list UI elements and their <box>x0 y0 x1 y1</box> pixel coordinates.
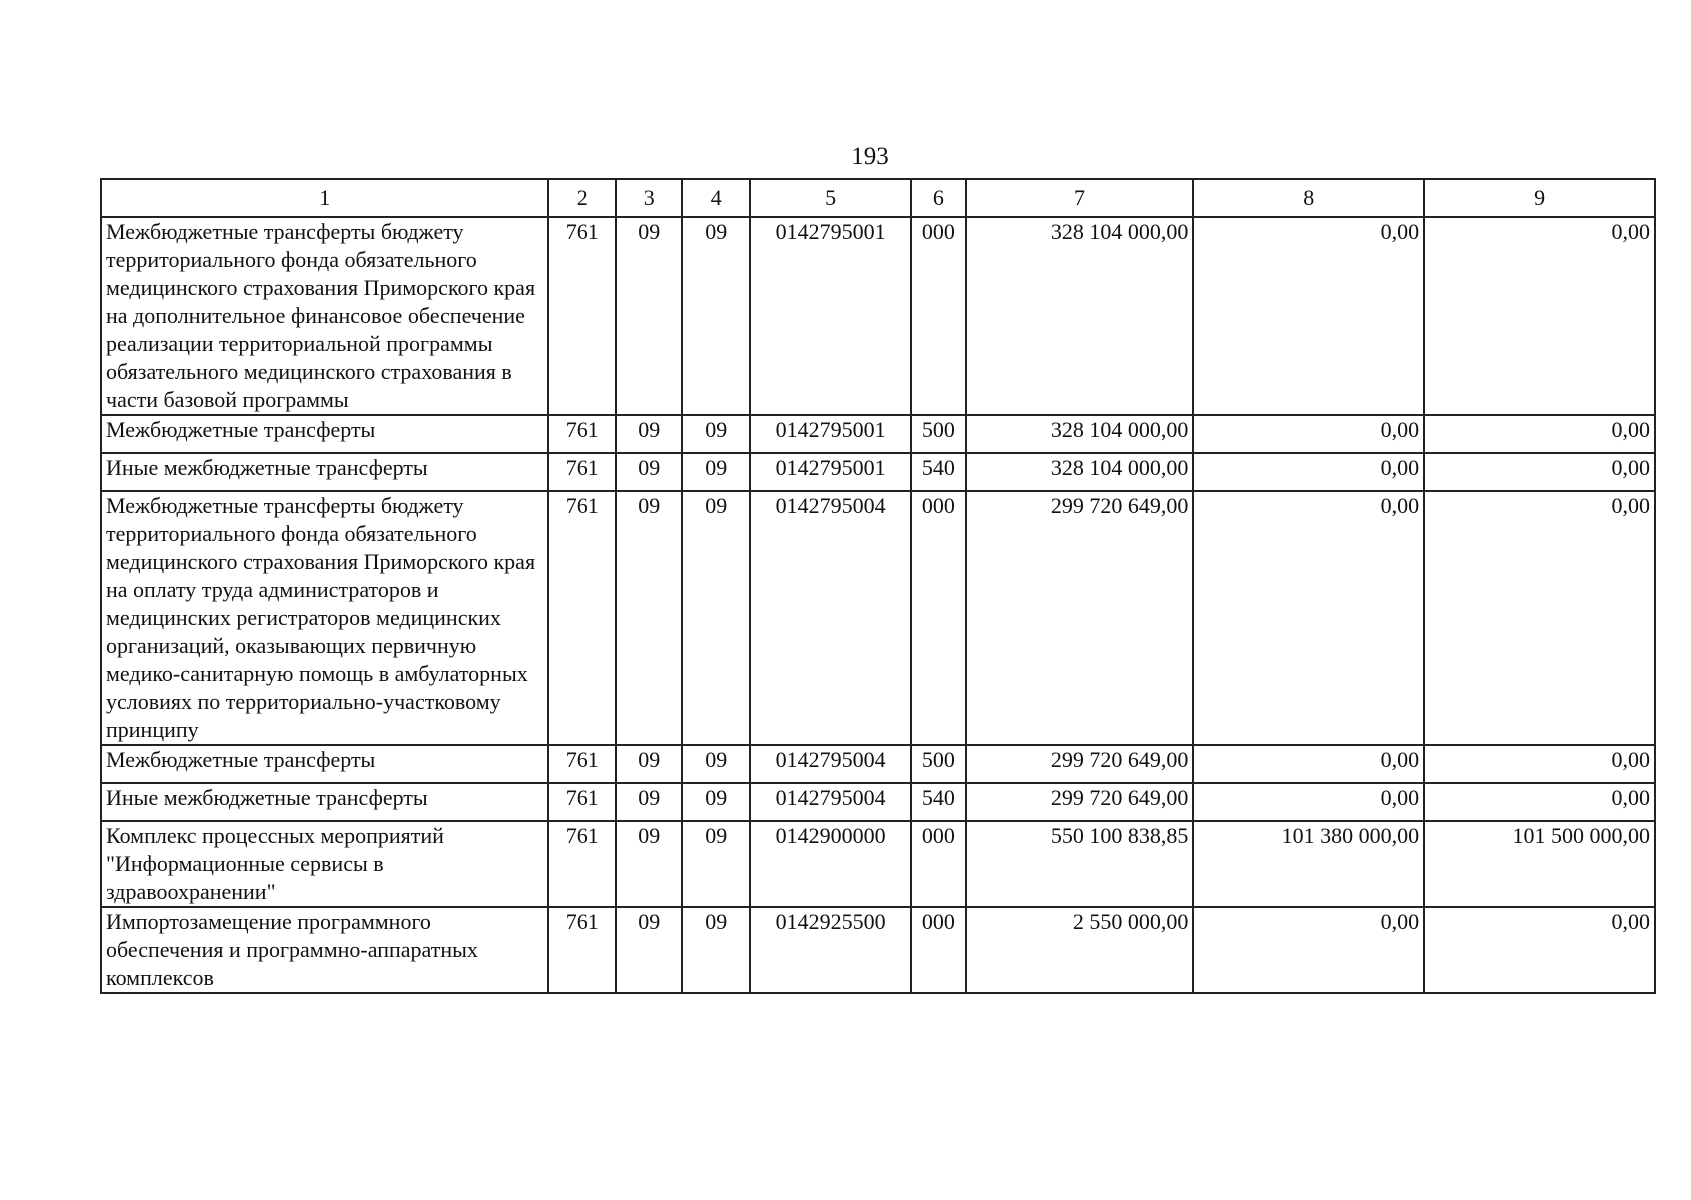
cell-col4: 09 <box>682 217 750 415</box>
cell-col6: 540 <box>911 453 965 491</box>
cell-col4: 09 <box>682 783 750 821</box>
table-row <box>101 415 1655 453</box>
cell-col3: 09 <box>616 491 683 745</box>
cell-col5: 0142795004 <box>750 491 911 745</box>
cell-col2: 761 <box>548 783 616 821</box>
cell-col5: 0142900000 <box>750 821 911 907</box>
cell-col7: 328 104 000,00 <box>966 453 1194 491</box>
cell-col2: 761 <box>548 453 616 491</box>
row-name: Иные межбюджетные трансферты <box>101 453 548 491</box>
cell-col4: 09 <box>682 491 750 745</box>
header-cell: 9 <box>1424 179 1655 217</box>
cell-col5: 0142925500 <box>750 907 911 993</box>
cell-col3: 09 <box>616 783 683 821</box>
cell-col5: 0142795001 <box>750 217 911 415</box>
cell-col8: 0,00 <box>1193 453 1424 491</box>
cell-col4: 09 <box>682 745 750 783</box>
cell-col7: 299 720 649,00 <box>966 783 1194 821</box>
cell-col7: 328 104 000,00 <box>966 217 1194 415</box>
row-name: Межбюджетные трансферты бюджету территориального фонда обязательного медицинского страхования Приморского края на оплату труда администраторов и медицинских регистраторов медицинских организаций, оказывающих первичную медико-санитарную помощь в амбулаторных условиях по территориально-участковому принципу <box>101 491 548 745</box>
cell-col6: 500 <box>911 745 965 783</box>
cell-col2: 761 <box>548 907 616 993</box>
cell-col2: 761 <box>548 491 616 745</box>
cell-col9: 0,00 <box>1424 217 1655 415</box>
cell-col8: 101 380 000,00 <box>1193 821 1424 907</box>
cell-col6: 500 <box>911 415 965 453</box>
cell-col3: 09 <box>616 217 683 415</box>
cell-col7: 299 720 649,00 <box>966 745 1194 783</box>
row-name: Иные межбюджетные трансферты <box>101 783 548 821</box>
table-row <box>101 783 1655 821</box>
page-number: 193 <box>851 143 889 170</box>
cell-col7: 550 100 838,85 <box>966 821 1194 907</box>
cell-col5: 0142795004 <box>750 783 911 821</box>
table-row <box>101 821 1655 907</box>
cell-col7: 299 720 649,00 <box>966 491 1194 745</box>
cell-col8: 0,00 <box>1193 491 1424 745</box>
cell-col5: 0142795001 <box>750 453 911 491</box>
cell-col7: 2 550 000,00 <box>966 907 1194 993</box>
header-cell: 3 <box>616 179 683 217</box>
row-name: Импортозамещение программного обеспечения и программно-аппаратных комплексов <box>101 907 548 993</box>
header-cell: 2 <box>548 179 616 217</box>
cell-col6: 000 <box>911 821 965 907</box>
cell-col6: 000 <box>911 491 965 745</box>
table-row <box>101 217 1655 415</box>
cell-col9: 0,00 <box>1424 415 1655 453</box>
cell-col5: 0142795004 <box>750 745 911 783</box>
cell-col6: 540 <box>911 783 965 821</box>
cell-col2: 761 <box>548 415 616 453</box>
cell-col8: 0,00 <box>1193 783 1424 821</box>
cell-col5: 0142795001 <box>750 415 911 453</box>
table-row <box>101 907 1655 993</box>
header-cell: 8 <box>1193 179 1424 217</box>
cell-col9: 0,00 <box>1424 907 1655 993</box>
cell-col8: 0,00 <box>1193 217 1424 415</box>
header-cell: 6 <box>911 179 965 217</box>
cell-col3: 09 <box>616 745 683 783</box>
table-row <box>101 745 1655 783</box>
cell-col7: 328 104 000,00 <box>966 415 1194 453</box>
cell-col9: 101 500 000,00 <box>1424 821 1655 907</box>
cell-col4: 09 <box>682 821 750 907</box>
cell-col4: 09 <box>682 453 750 491</box>
table-row <box>101 491 1655 745</box>
header-cell: 4 <box>682 179 750 217</box>
cell-col2: 761 <box>548 821 616 907</box>
row-name: Комплекс процессных мероприятий "Информационные сервисы в здравоохранении" <box>101 821 548 907</box>
cell-col3: 09 <box>616 907 683 993</box>
row-name: Межбюджетные трансферты <box>101 745 548 783</box>
cell-col4: 09 <box>682 415 750 453</box>
budget-table <box>100 178 1656 994</box>
cell-col9: 0,00 <box>1424 745 1655 783</box>
cell-col3: 09 <box>616 453 683 491</box>
table-row <box>101 453 1655 491</box>
header-cell: 1 <box>101 179 548 217</box>
cell-col9: 0,00 <box>1424 453 1655 491</box>
header-row <box>101 179 1655 217</box>
cell-col9: 0,00 <box>1424 783 1655 821</box>
cell-col3: 09 <box>616 415 683 453</box>
cell-col6: 000 <box>911 217 965 415</box>
row-name: Межбюджетные трансферты <box>101 415 548 453</box>
cell-col2: 761 <box>548 745 616 783</box>
cell-col9: 0,00 <box>1424 491 1655 745</box>
cell-col3: 09 <box>616 821 683 907</box>
header-cell: 5 <box>750 179 911 217</box>
cell-col6: 000 <box>911 907 965 993</box>
cell-col2: 761 <box>548 217 616 415</box>
cell-col8: 0,00 <box>1193 907 1424 993</box>
cell-col8: 0,00 <box>1193 415 1424 453</box>
cell-col8: 0,00 <box>1193 745 1424 783</box>
cell-col4: 09 <box>682 907 750 993</box>
header-cell: 7 <box>966 179 1194 217</box>
row-name: Межбюджетные трансферты бюджету территориального фонда обязательного медицинского страхования Приморского края на дополнительное финансовое обеспечение реализации территориальной программы обязательного медицинского страхования в части базовой программы <box>101 217 548 415</box>
